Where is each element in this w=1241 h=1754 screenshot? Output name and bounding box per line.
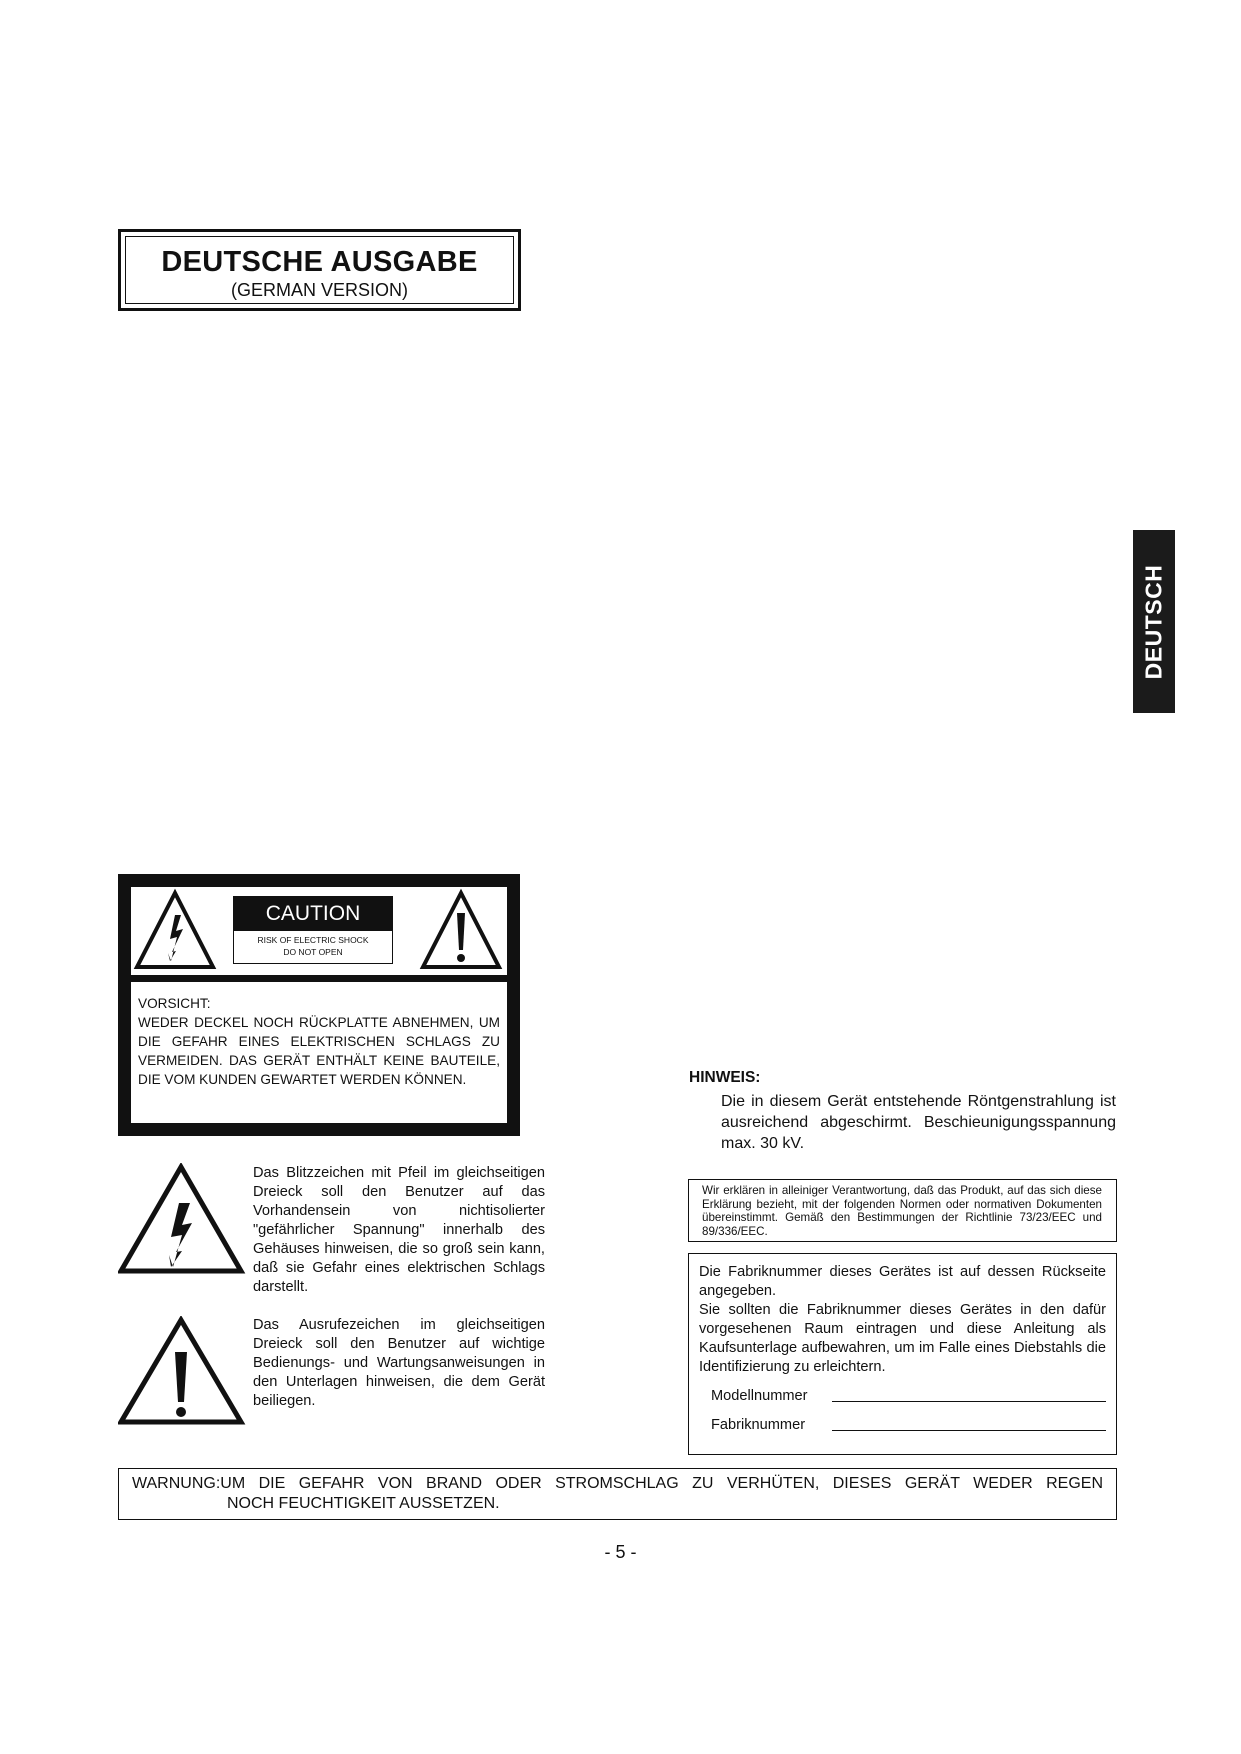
title-box-inner [125, 236, 514, 304]
caution-small-line1: RISK OF ELECTRIC SHOCK [257, 935, 369, 945]
declaration-box [688, 1179, 1117, 1242]
model-number-field[interactable] [832, 1401, 1106, 1402]
model-number-row [711, 1388, 1106, 1404]
exclamation-triangle-icon [118, 1316, 246, 1426]
declaration-text: Wir erklären in alleiniger Verantwortung, daß das Produkt, auf das sich diese Erklärung bezieht, mit der folgenden Normen oder normativen Dokumenten übereinstimmt. Gemäß den Bestimmungen der Richtlinie 73/23/EEC und 89/336/EEC. [702, 1184, 1102, 1238]
exclamation-warning-icon [423, 893, 499, 967]
language-side-tab [1133, 530, 1175, 713]
serial-number-box [688, 1253, 1117, 1455]
model-number-label: Modellnummer [711, 1388, 808, 1404]
language-side-tab-label: DEUTSCH [1140, 564, 1167, 679]
caution-label-box [233, 896, 393, 964]
caution-body: WEDER DECKEL NOCH RÜCKPLATTE ABNEHMEN, UM DIE GEFAHR EINES ELEKTRISCHEN SCHLAGS ZU VERMEIDEN. DAS GERÄT ENTHÄLT KEINE BAUTEILE, DIE VOM KUNDEN GEWARTET WERDEN KÖNNEN. [138, 1015, 500, 1087]
serial-number-row [711, 1417, 1106, 1433]
caution-text-box [131, 982, 507, 1123]
warning-box [118, 1468, 1117, 1520]
caution-label: CAUTION [234, 897, 392, 931]
page-title: DEUTSCHE AUSGABE [161, 246, 478, 278]
lightning-triangle-icon [118, 1163, 246, 1275]
warning-line2: NOCH FEUCHTIGKEIT AUSSETZEN. [227, 1495, 500, 1512]
title-box [118, 229, 521, 311]
exclamation-description: Das Ausrufezeichen im gleichseitigen Dreieck soll den Benutzer auf wichtige Bedienungs- und Wartungsanweisungen in den Unterlagen hinweisen, die dem Gerät beiliegen. [253, 1317, 545, 1409]
serial-text [699, 1263, 1106, 1377]
caution-heading: VORSICHT: [138, 996, 211, 1011]
lightning-description: Das Blitzzeichen mit Pfeil im gleichseitigen Dreieck soll den Benutzer auf das Vorhandensein von nichtisolierter "gefährlicher Spannung" innerhalb des Gehäuses hinweisen, die so groß sein kann, daß sie Gefahr eines elektrischen Schlags darstellt. [253, 1165, 545, 1295]
warning-line1: WARNUNG:UM DIE GEFAHR VON BRAND ODER STROMSCHLAG ZU VERHÜTEN, DIESES GERÄT WEDER REGEN [132, 1475, 1103, 1492]
serial-number-field[interactable] [832, 1430, 1106, 1431]
caution-small-line2: DO NOT OPEN [283, 947, 343, 957]
page-subtitle: (GERMAN VERSION) [230, 280, 408, 300]
lightning-warning-icon [137, 893, 213, 967]
serial-text-location: Die Fabriknummer dieses Gerätes ist auf dessen Rückseite angegeben. [699, 1264, 1106, 1299]
caution-text [138, 994, 500, 1089]
note-text: Die in diesem Gerät entstehende Röntgenstrahlung ist ausreichend abgeschirmt. Beschieunigungsspannung max. 30 kV. [721, 1093, 1116, 1152]
note-heading: HINWEIS: [689, 1069, 761, 1086]
serial-text-instructions: Sie sollten die Fabriknummer dieses Gerätes in den dafür vorgesehenen Raum eintragen und diese Anleitung als Kaufsunterlage aufbewahren, um im Falle eines Diebstahls die Identifizierung zu erleichtern. [699, 1302, 1106, 1375]
serial-number-label: Fabriknummer [711, 1417, 806, 1433]
page-number: - 5 - [604, 1542, 637, 1562]
caution-small-text [234, 934, 392, 958]
